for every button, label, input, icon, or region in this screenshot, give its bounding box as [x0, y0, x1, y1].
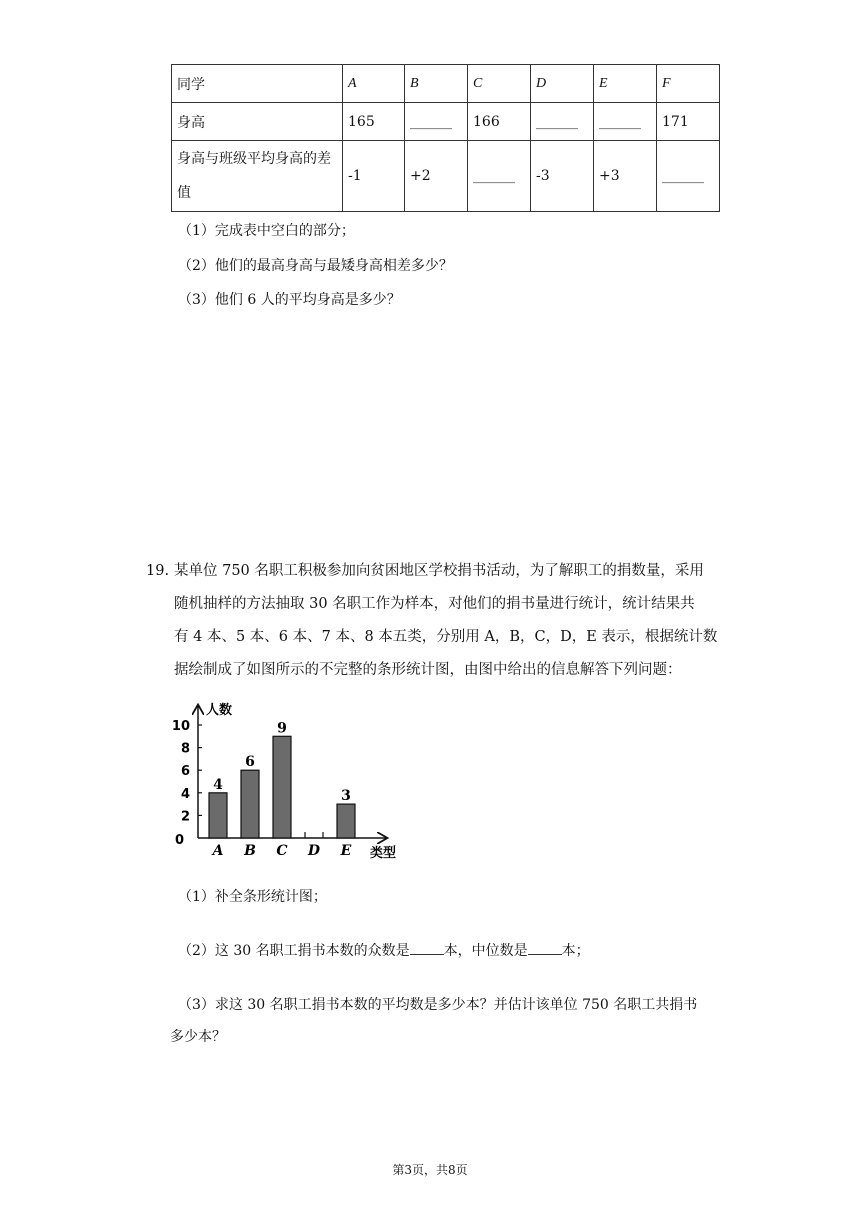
bar-C	[273, 736, 291, 838]
question-line: 有 4 本、5 本、6 本、7 本、8 本五类，分别用 A，B，C，D，E 表示，根据统计数	[174, 629, 718, 645]
y-tick-label: 10	[171, 719, 190, 734]
question-line: 某单位 750 名职工积极参加向贫困地区学校捐书活动，为了解职工的捐数量，采用	[174, 563, 704, 579]
question-19-text	[174, 555, 726, 687]
table-cell: 165	[343, 103, 405, 141]
table-row-diff	[172, 141, 720, 212]
x-tick-label: B	[244, 843, 256, 859]
table-cell: A	[343, 65, 405, 103]
page-footer: 第3页，共8页	[392, 1163, 468, 1177]
bar-A	[209, 793, 227, 838]
answer-blank	[410, 942, 444, 955]
table-cell: B	[405, 65, 468, 103]
q19-sub-3	[170, 989, 698, 1053]
q19-sub-2	[178, 940, 590, 960]
table-cell: C	[468, 65, 531, 103]
table-cell: +2	[405, 141, 468, 212]
q19-sub-2-part-b: 本，中位数是	[443, 943, 528, 959]
table-cell: 166	[468, 103, 531, 141]
x-tick-label: A	[212, 843, 224, 859]
q19-sub-3-line2: 多少本？	[170, 1029, 226, 1045]
table-cell: E	[594, 65, 657, 103]
table-cell: D	[531, 65, 594, 103]
height-table	[171, 64, 720, 212]
q18-sub-1: （1）完成表中空白的部分；	[178, 223, 355, 239]
bar-chart	[160, 698, 410, 863]
table-cell-blank: ______	[531, 103, 594, 141]
q19-sub-1: （1）补全条形统计图；	[178, 889, 327, 905]
q19-sub-2-part-c: 本；	[561, 943, 590, 959]
y-tick-label: 2	[180, 809, 190, 825]
table-cell-blank: ______	[468, 141, 531, 212]
table-cell: 身高	[172, 103, 343, 141]
question-19	[146, 555, 726, 687]
question-line: 据绘制成了如图所示的不完整的条形统计图，由图中给出的信息解答下列问题：	[174, 662, 682, 678]
q19-sub-2-part-a: （2）这 30 名职工捐书本数的众数是	[178, 943, 410, 959]
x-axis-label: 类型	[370, 846, 397, 861]
bar-B	[241, 770, 259, 838]
y-tick-label: 8	[180, 741, 190, 757]
question-line: 随机抽样的方法抽取 30 名职工作为样本，对他们的捐书量进行统计，统计结果共	[174, 596, 695, 612]
table-cell: F	[657, 65, 720, 103]
table-cell-blank: ______	[657, 141, 720, 212]
bar-E	[337, 804, 355, 838]
q19-sub-3-line1: （3）求这 30 名职工捐书本数的平均数是多少本？并估计该单位 750 名职工共捐书	[178, 997, 698, 1013]
table-header-row	[172, 65, 720, 103]
y-tick-label: 6	[180, 764, 190, 780]
y-tick-label: 4	[180, 786, 190, 802]
y-tick-label: 0	[174, 833, 184, 848]
answer-blank	[528, 942, 562, 955]
x-tick-label: D	[307, 843, 321, 859]
table-cell: 171	[657, 103, 720, 141]
table-row-height	[172, 103, 720, 141]
y-axis-label: 人数	[206, 703, 233, 718]
x-tick-label: C	[276, 843, 288, 859]
table-cell	[172, 141, 343, 212]
table-cell: 同学	[172, 65, 343, 103]
q18-sub-2: （2）他们的最高身高与最矮身高相差多少？	[178, 258, 453, 274]
table-cell-blank: ______	[594, 103, 657, 141]
table-cell-blank: ______	[405, 103, 468, 141]
data-label: 9	[277, 720, 287, 737]
question-number: 19.	[146, 563, 170, 579]
data-label: 3	[341, 788, 351, 805]
diff-label-line1: 身高与班级平均身高的差	[177, 151, 331, 167]
table-cell: -3	[531, 141, 594, 212]
data-label: 6	[245, 754, 255, 771]
diff-label-line2: 值	[177, 185, 191, 201]
data-label: 4	[213, 776, 223, 793]
table-cell: -1	[343, 141, 405, 212]
q18-sub-3: （3）他们 6 人的平均身高是多少？	[178, 292, 401, 308]
table-cell: +3	[594, 141, 657, 212]
x-tick-label: E	[340, 843, 352, 859]
